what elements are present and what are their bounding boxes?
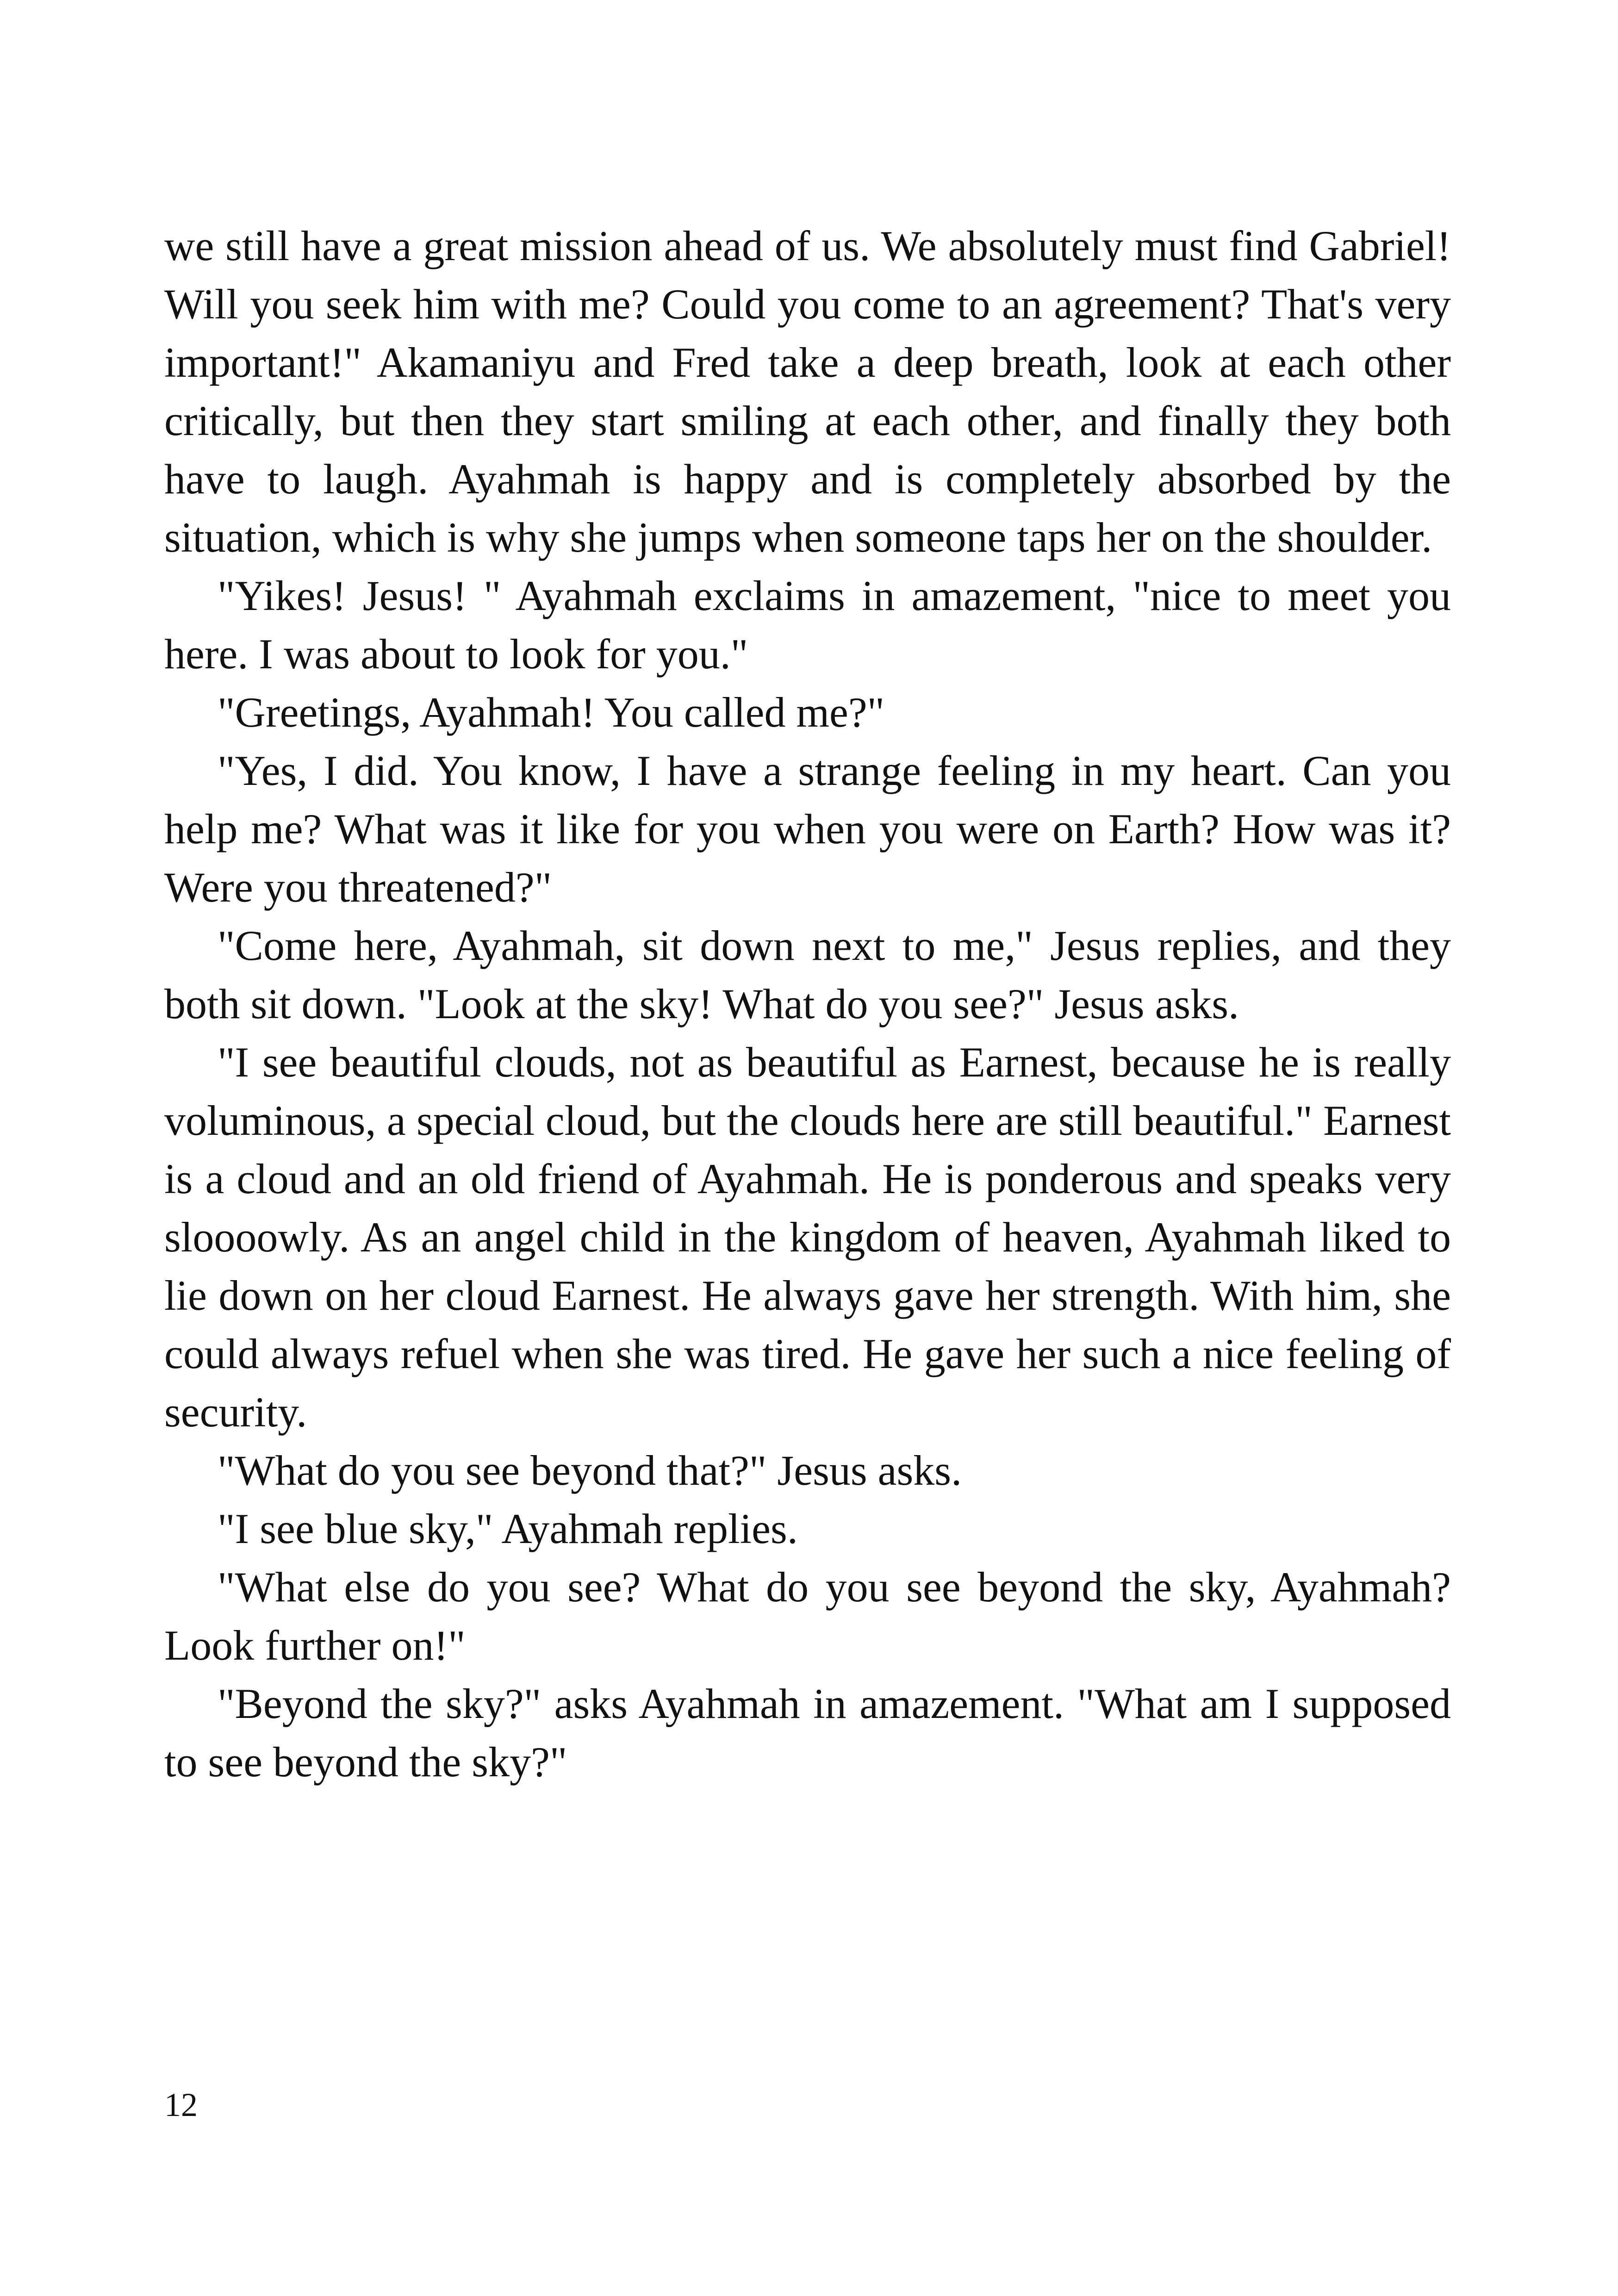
page-number: 12	[164, 2086, 198, 2123]
paragraph: "What else do you see? What do you see beyond the sky, Ayahmah? Look further on!"	[164, 1563, 1451, 1669]
paragraph: "Beyond the sky?" asks Ayahmah in amazement. "What am I supposed to see beyond the sky?"	[164, 1680, 1451, 1786]
paragraph: "What do you see beyond that?" Jesus asks.	[218, 1447, 962, 1494]
paragraph: "Yikes! Jesus! " Ayahmah exclaims in amazement, "nice to meet you here. I was about to look for you."	[164, 572, 1451, 678]
body-text	[164, 217, 1451, 1791]
paragraph: "Come here, Ayahmah, sit down next to me," Jesus replies, and they both sit down. "Look at the sky! What do you see?" Jesus asks.	[164, 922, 1451, 1027]
paragraph: "Greetings, Ayahmah! You called me?"	[218, 689, 885, 736]
paragraph: "I see blue sky," Ayahmah replies.	[218, 1505, 798, 1552]
paragraph: we still have a great mission ahead of us. We absolutely must find Gabriel! Will you seek him with me? Could you come to an agreement? That's very important!" Akamaniyu and Fred take a deep breath, look at each other critically, but then they start smiling at each other, and finally they both have to laugh. Ayahmah is happy and is completely absorbed by the situation, which is why she jumps when someone taps her on the shoulder.	[164, 222, 1451, 561]
paragraph: "I see beautiful clouds, not as beautiful as Earnest, because he is really voluminous, a special cloud, but the clouds here are still beautiful." Earnest is a cloud and an old friend of Ayahmah. He is ponderous and speaks very sloooowly. As an angel child in the kingdom of heaven, Ayahmah liked to lie down on her cloud Earnest. He always gave her strength. With him, she could always refuel when she was tired. He gave her such a nice feeling of security.	[164, 1039, 1451, 1436]
paragraph: "Yes, I did. You know, I have a strange feeling in my heart. Can you help me? What was it like for you when you were on Earth? How was it? Were you threatened?"	[164, 747, 1451, 911]
